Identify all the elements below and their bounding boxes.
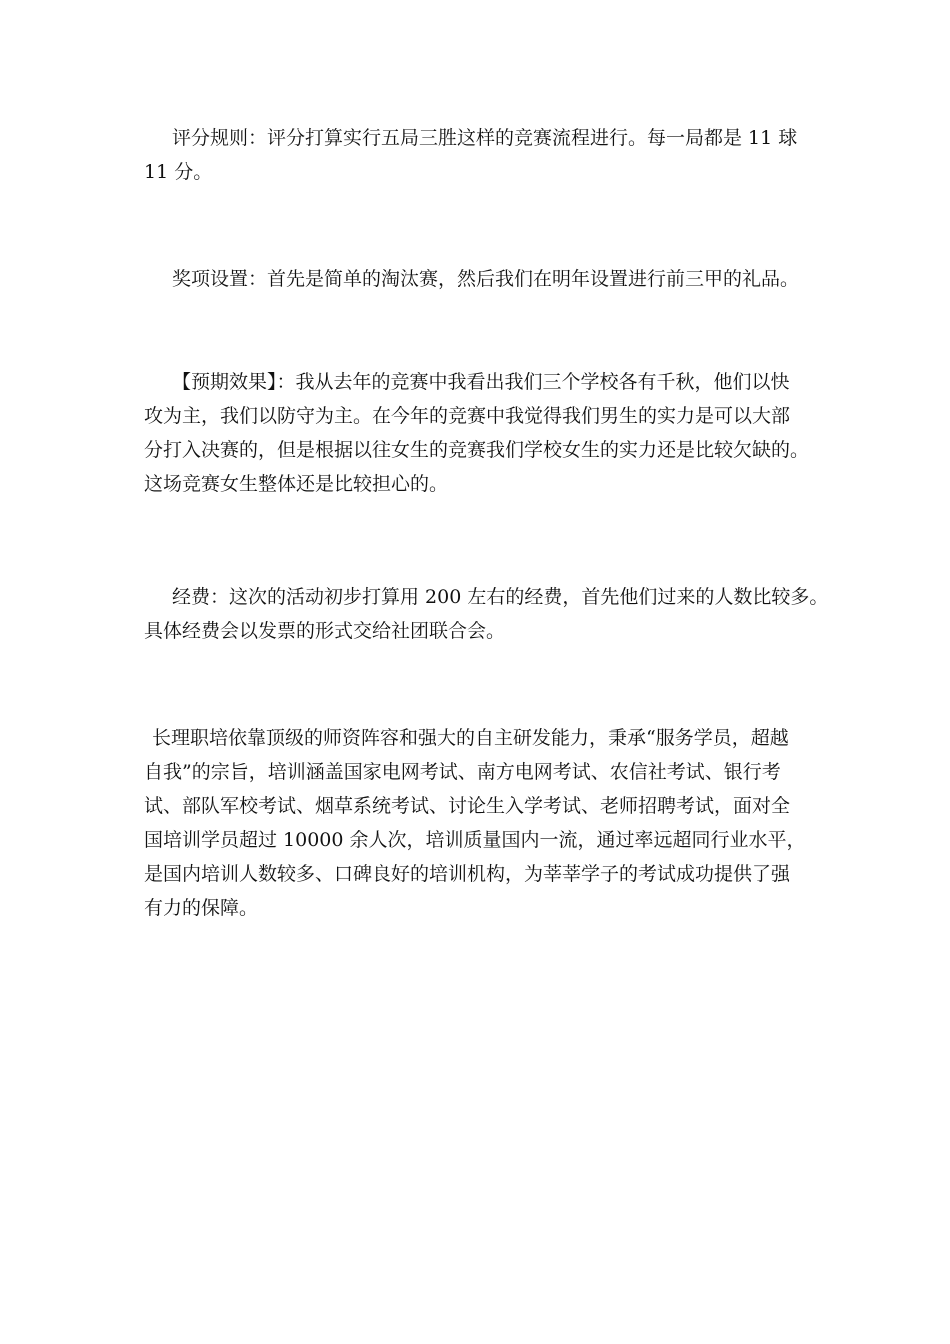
paragraph-line: 11 分。 (144, 161, 213, 183)
paragraph-budget (144, 580, 829, 648)
paragraph-line: 这场竞赛女生整体还是比较担心的。 (144, 473, 449, 495)
paragraph-line: 攻为主，我们以防守为主。在今年的竞赛中我觉得我们男生的实力是可以大部 (144, 405, 791, 427)
paragraph-awards (144, 262, 824, 296)
paragraph-line: 【预期效果】：我从去年的竞赛中我看出我们三个学校各有千秋，他们以快 (172, 371, 790, 393)
paragraph-expected-effect (144, 365, 824, 501)
paragraph-line: 国培训学员超过 10000 余人次，培训质量国内一流，通过率远超同行业水平， (144, 829, 806, 851)
paragraph-line: 试、部队军校考试、烟草系统考试、讨论生入学考试、老师招聘考试，面对全 (144, 795, 791, 817)
paragraph-line: 自我”的宗旨，培训涵盖国家电网考试、南方电网考试、农信社考试、银行考 (144, 761, 781, 783)
paragraph-line: 是国内培训人数较多、口碑良好的培训机构，为莘莘学子的考试成功提供了强 (144, 863, 791, 885)
paragraph-line: 长理职培依靠顶级的师资阵容和强大的自主研发能力，秉承“服务学员，超越 (152, 727, 789, 749)
paragraph-training-ad (144, 721, 824, 925)
paragraph-line: 分打入决赛的，但是根据以往女生的竞赛我们学校女生的实力还是比较欠缺的。 (144, 439, 810, 461)
paragraph-line: 经费：这次的活动初步打算用 200 左右的经费，首先他们过来的人数比较多。 (172, 586, 829, 608)
paragraph-line: 评分规则：评分打算实行五局三胜这样的竞赛流程进行。每一局都是 11 球 (172, 127, 798, 149)
paragraph-line: 具体经费会以发票的形式交给社团联合会。 (144, 620, 506, 642)
paragraph-scoring-rules (144, 121, 824, 189)
paragraph-line: 奖项设置：首先是简单的淘汰赛，然后我们在明年设置进行前三甲的礼品。 (172, 268, 800, 290)
paragraph-line: 有力的保障。 (144, 897, 259, 919)
